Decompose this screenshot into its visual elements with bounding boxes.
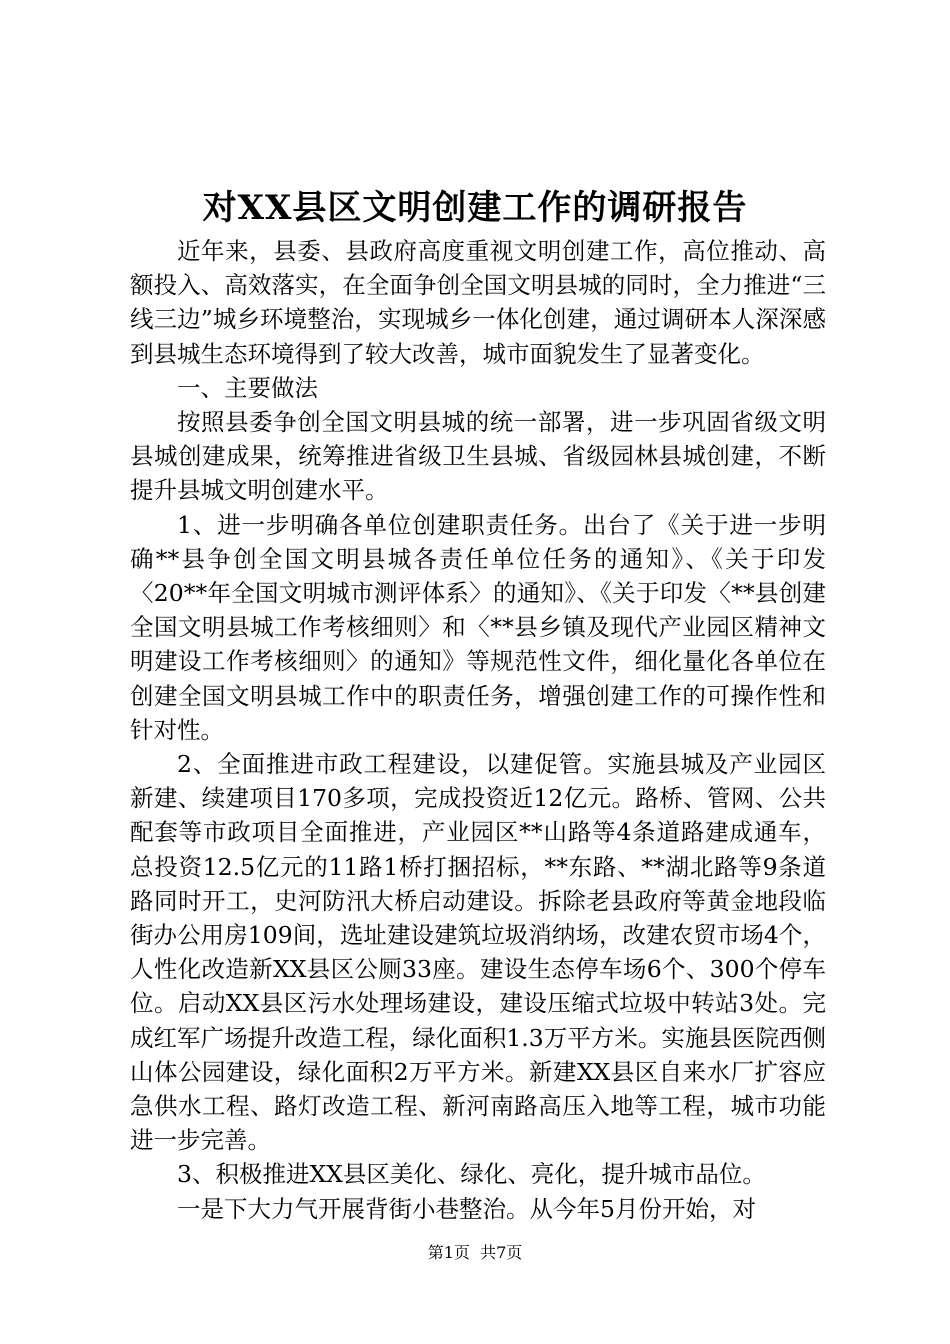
paragraph-item-3-sub-1: 一是下大力气开展背街小巷整治。从今年5月份开始，对 (177, 1194, 756, 1223)
paragraph-item-2: 2、全面推进市政工程建设，以建促管。实施县城及产业园区新建、续建项目170多项，完成投资近12亿元。路桥、管网、公共配套等市政项目全面推进，产业园区**山路等4条道路建成通车，总投资12.5亿元的11路1桥打捆招标，**东路、**湖北路等9条道路同时开工，史河防汛大桥启动建设。拆除老县政府等黄金地段临街办公用房109间，选址建设建筑垃圾消纳场，改建农贸市场4个，人性化改造新XX县区公厕33座。建设生态停车场6个、300个停车位。启动XX县区污水处理场建设，建设压缩式垃圾中转站3处。完成红军广场提升改造工程，绿化面积1.3万平方米。实施县医院西侧山体公园建设，绿化面积2万平方米。新建XX县区自来水厂扩容应急供水工程、路灯改造工程、新河南路高压入地等工程，城市功能进一步完善。 (130, 750, 826, 1155)
paragraph-intro: 近年来，县委、县政府高度重视文明创建工作，高位推动、高额投入、高效落实，在全面争创全国文明县城的同时，全力推进“三线三边”城乡环境整治，实现城乡一体化创建，通过调研本人深深感到县城生态环境得到了较大改善，城市面貌发生了显著变化。 (130, 237, 826, 368)
section-heading-main-practices: 一、主要做法 (177, 373, 318, 402)
document-body (130, 234, 826, 1226)
paragraph-deployment: 按照县委争创全国文明县城的统一部署，进一步巩固省级文明县城创建成果，统筹推进省级卫生县城、省级园林县城创建，不断提升县城文明创建水平。 (130, 408, 826, 505)
page-footer (0, 1243, 950, 1263)
paragraph-item-1: 1、进一步明确各单位创建职责任务。出台了《关于进一步明确**县争创全国文明县城各责任单位任务的通知》、《关于印发〈20**年全国文明城市测评体系〉的通知》、《关于印发〈**县创建全国文明县城工作考核细则〉和〈**县乡镇及现代产业园区精神文明建设工作考核细则〉的通知》等规范性文件，细化量化各单位在创建全国文明县城工作中的职责任务，增强创建工作的可操作性和针对性。 (130, 510, 826, 744)
paragraph-item-3: 3、积极推进XX县区美化、绿化、亮化，提升城市品位。 (177, 1160, 766, 1189)
page-number-label: 第1页 共7页 (427, 1243, 523, 1262)
document-title: 对XX县区文明创建工作的调研报告 (202, 188, 748, 228)
